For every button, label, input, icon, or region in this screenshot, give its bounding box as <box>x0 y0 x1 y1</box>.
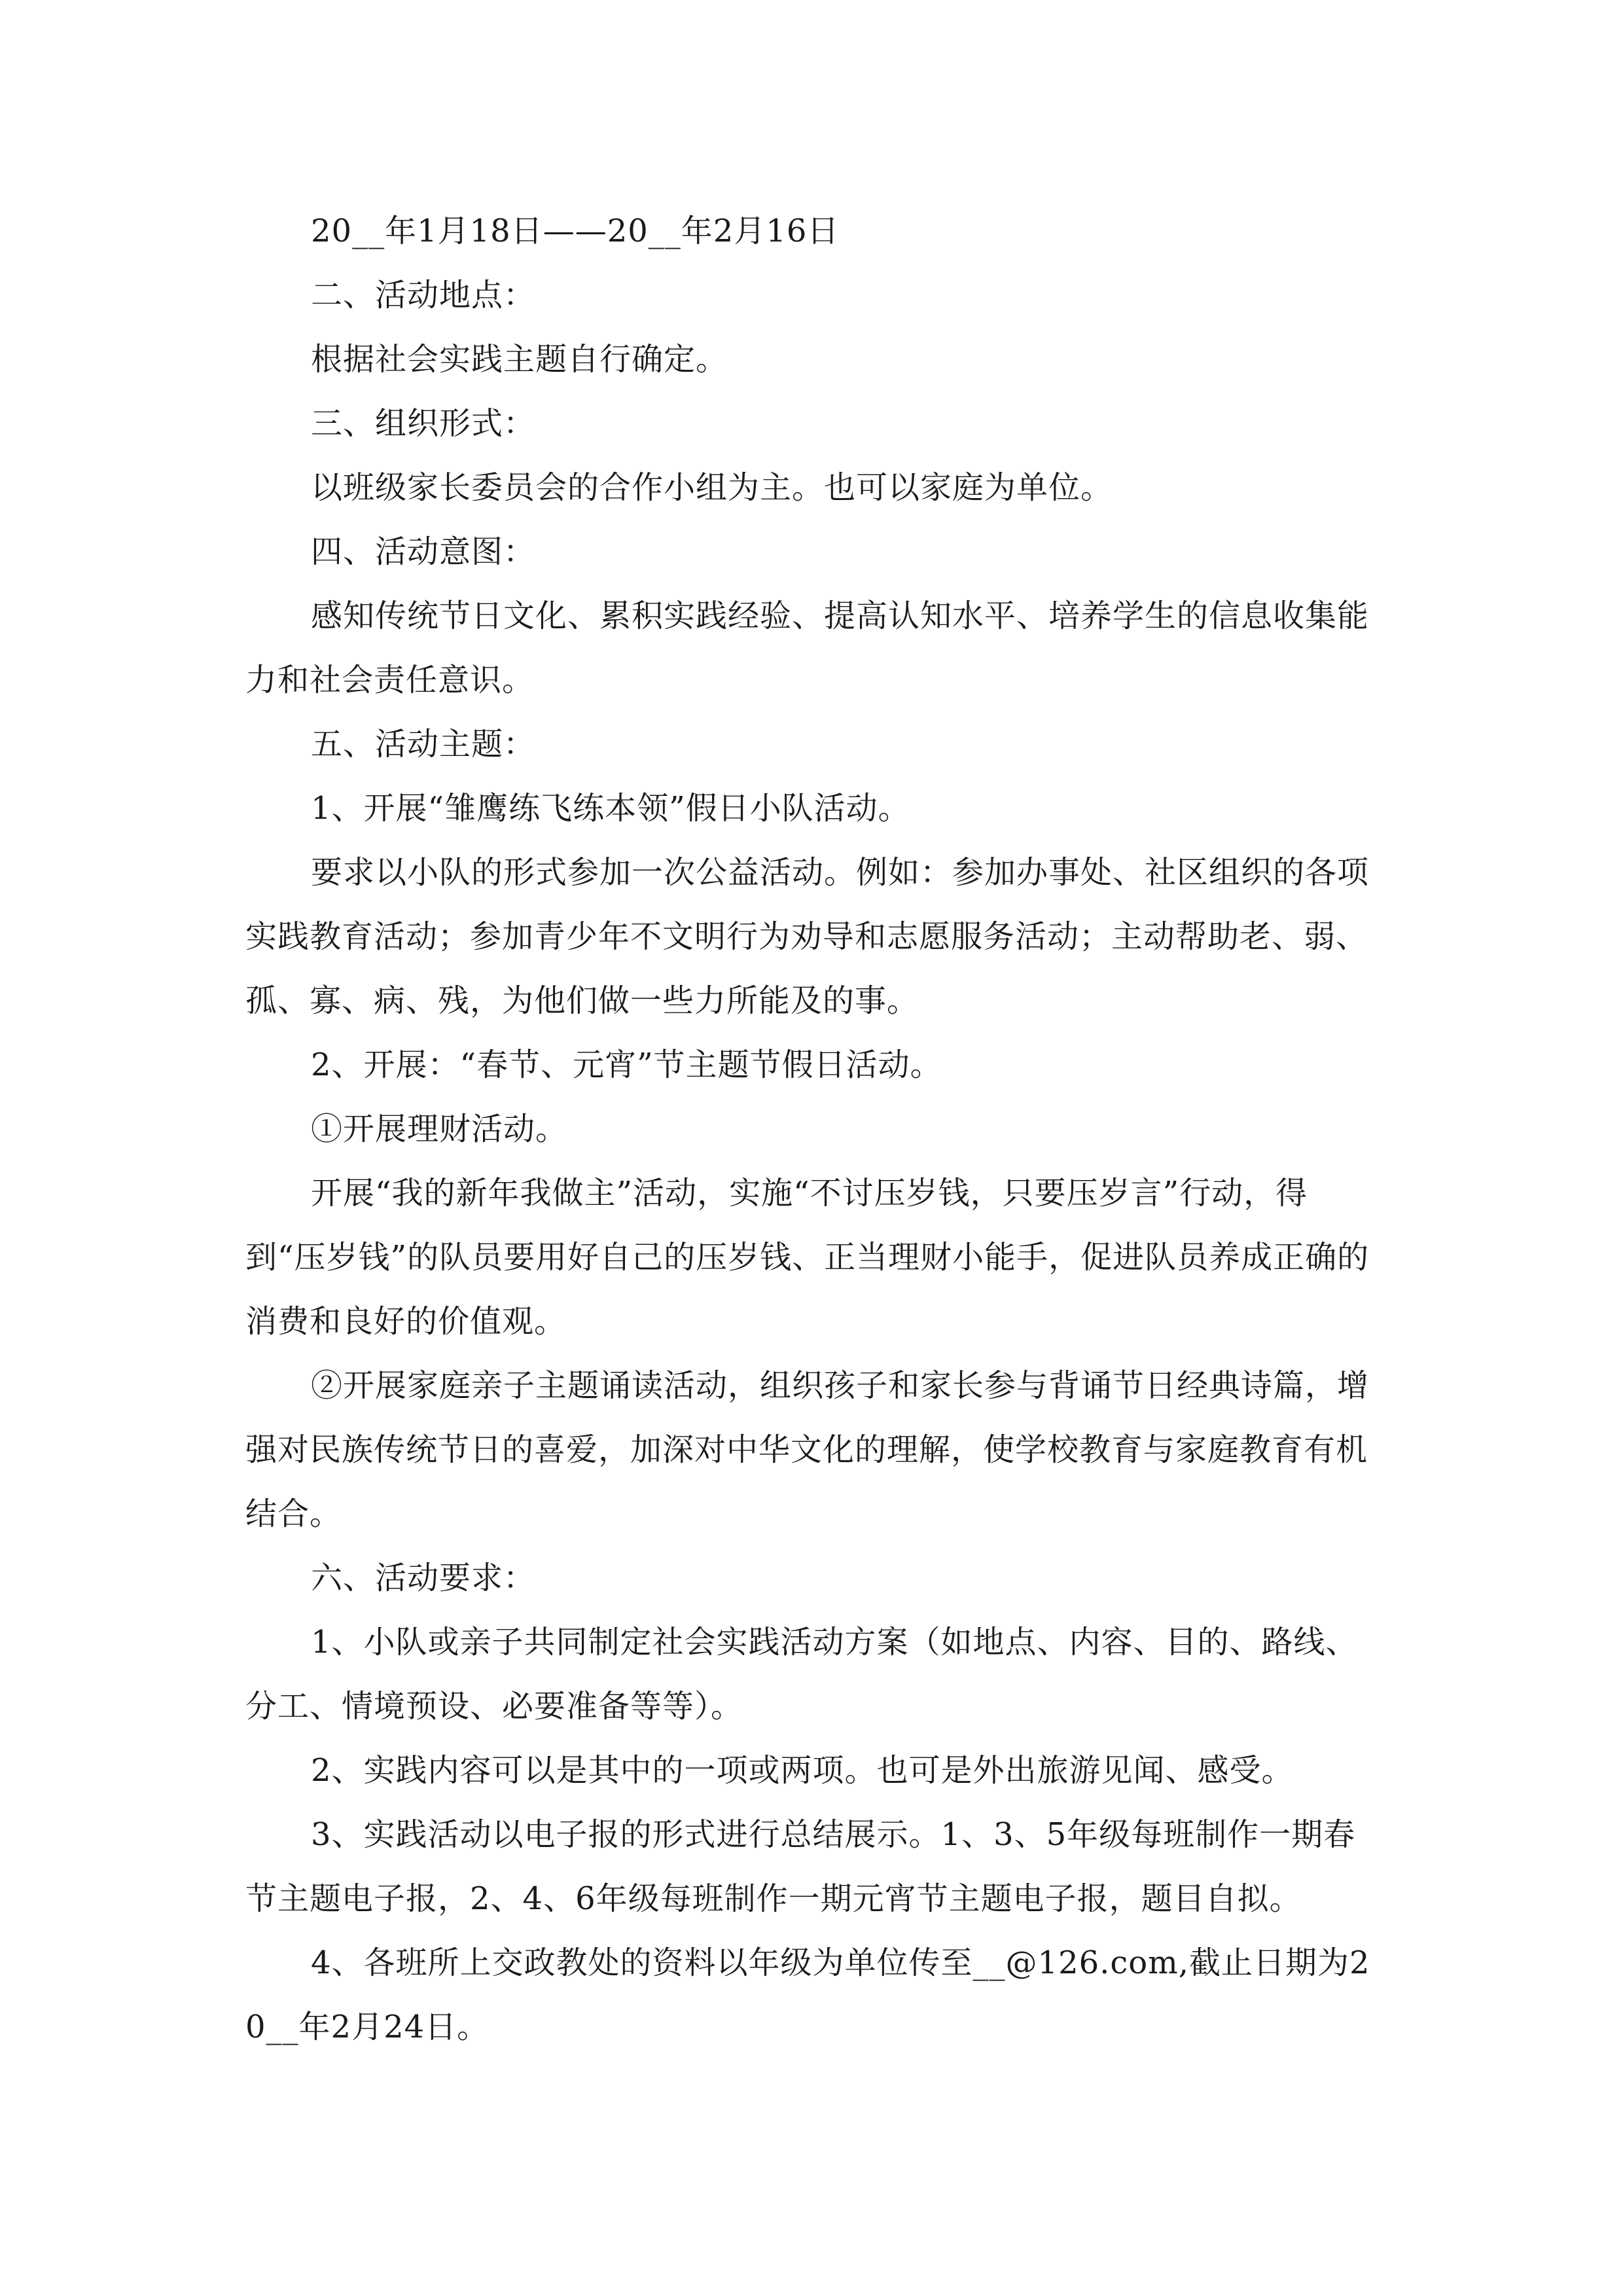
section-heading-intent: 四、活动意图： <box>311 533 536 570</box>
requirement-item-3: 3、实践活动以电子报的形式进行总结展示。1、3、5年级每班制作一期春节主题电子报，2、4、6年级每班制作一期元宵节主题电子报，题目自拟。 <box>245 1816 1356 1917</box>
paragraph-theme-1-detail: 要求以小队的形式参加一次公益活动。例如：参加办事处、社区组织的各项实践教育活动；参加青少年不文明行为劝导和志愿服务活动；主动帮助老、弱、孤、寡、病、残，为他们做一些力所能及的事。 <box>245 854 1370 1019</box>
requirement-item-1: 1、小队或亲子共同制定社会实践活动方案（如地点、内容、目的、路线、分工、情境预设、必要准备等等）。 <box>245 1624 1358 1725</box>
theme-item-1: 1、开展“雏鹰练飞练本领”假日小队活动。 <box>311 790 910 827</box>
section-heading-requirements: 六、活动要求： <box>311 1560 536 1596</box>
requirement-item-4: 4、各班所上交政教处的资料以年级为单位传至__@126.com,截止日期为20__年2月24日。 <box>245 1945 1370 2045</box>
paragraph-location: 根据社会实践主题自行确定。 <box>311 341 728 378</box>
theme-subitem-reading: ②开展家庭亲子主题诵读活动，组织孩子和家长参与背诵节日经典诗篇，增强对民族传统节日的喜爱，加深对中华文化的理解，使学校教育与家庭教育有机结合。 <box>245 1367 1370 1532</box>
paragraph-intent: 感知传统节日文化、累积实践经验、提高认知水平、培养学生的信息收集能力和社会责任意识。 <box>245 598 1370 698</box>
section-heading-theme: 五、活动主题： <box>311 726 536 762</box>
section-heading-location: 二、活动地点： <box>311 277 536 314</box>
requirement-item-2: 2、实践内容可以是其中的一项或两项。也可是外出旅游见闻、感受。 <box>311 1752 1294 1789</box>
theme-subitem-finance: ①开展理财活动。 <box>311 1111 568 1147</box>
theme-item-2: 2、开展：“春节、元宵”节主题节假日活动。 <box>311 1047 942 1083</box>
section-heading-organization: 三、组织形式： <box>311 405 536 442</box>
date-range-line: 20__年1月18日——20__年2月16日 <box>311 213 840 249</box>
paragraph-finance-detail: 开展“我的新年我做主”活动，实施“不讨压岁钱，只要压岁言”行动，得到“压岁钱”的队员要用好自己的压岁钱、正当理财小能手，促进队员养成正确的消费和良好的价值观。 <box>245 1175 1370 1340</box>
paragraph-organization: 以班级家长委员会的合作小组为主。也可以家庭为单位。 <box>311 469 1113 506</box>
document-body <box>245 199 1384 2059</box>
